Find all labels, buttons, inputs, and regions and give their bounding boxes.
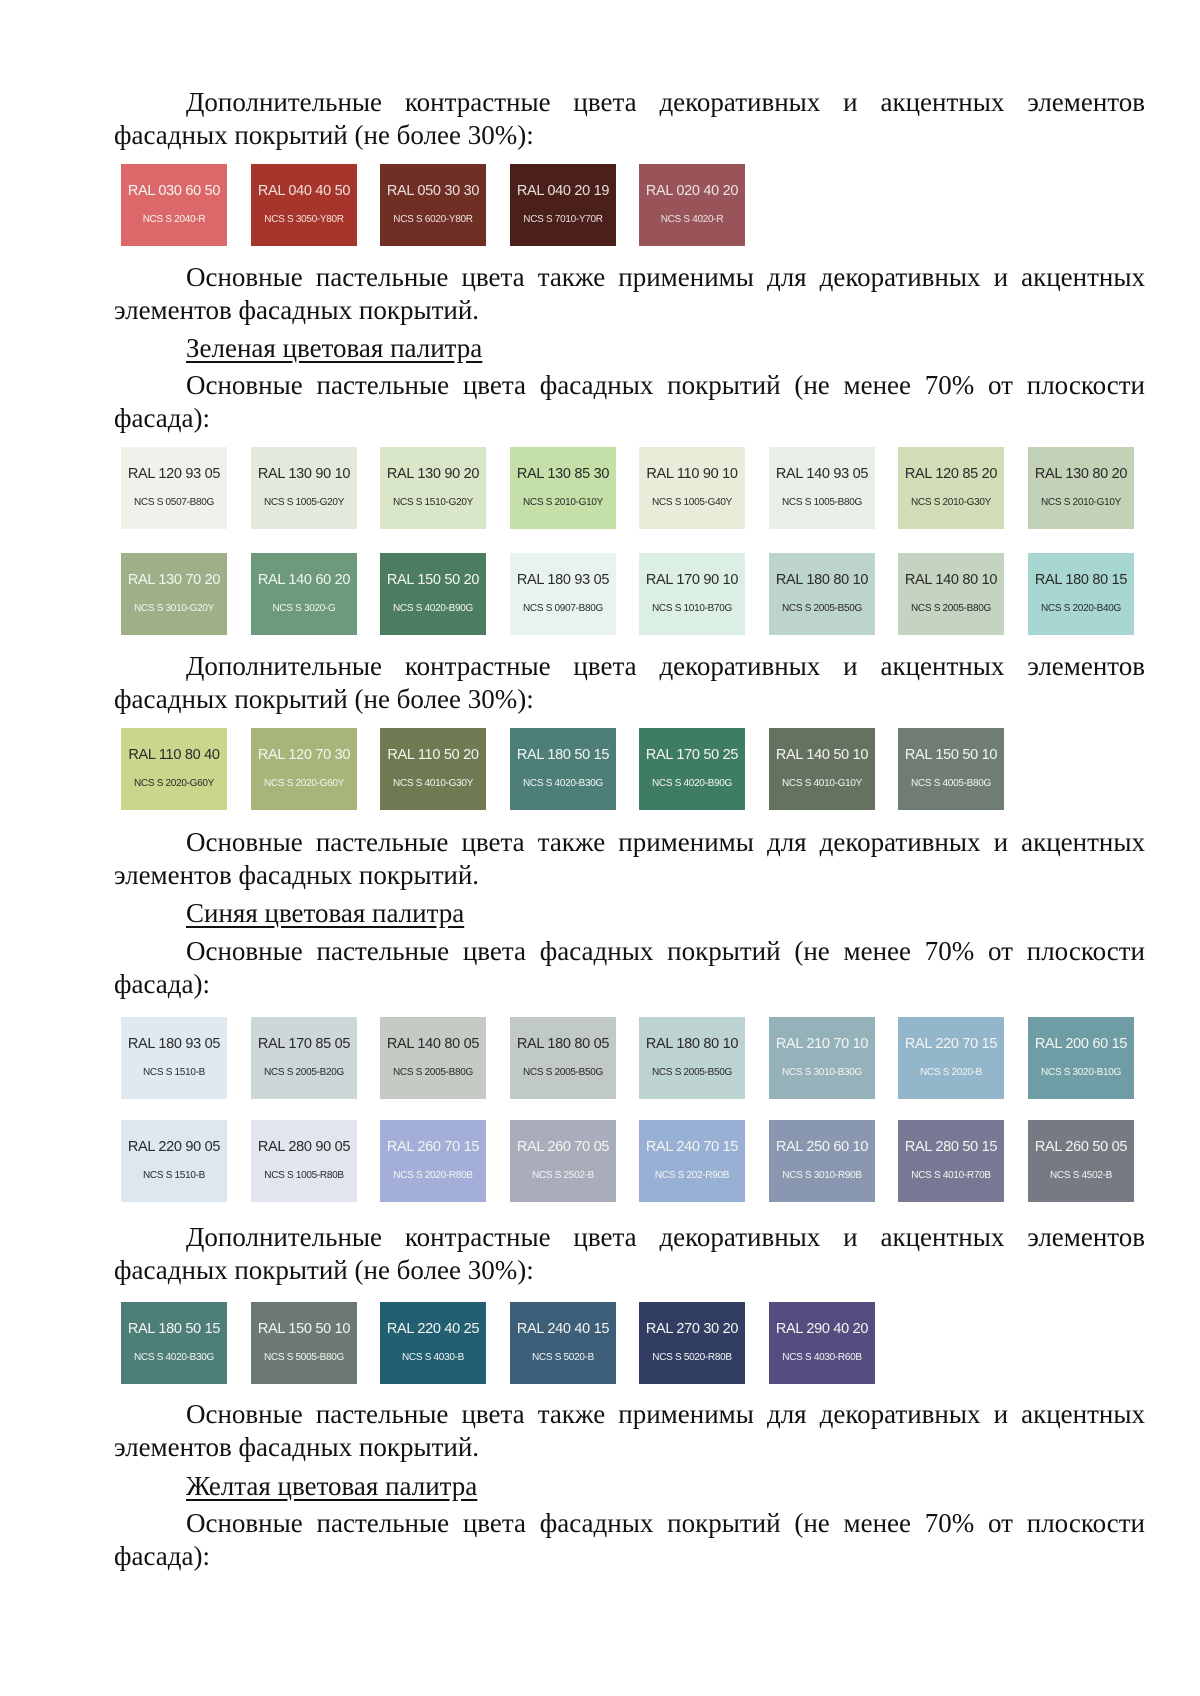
color-swatch <box>639 553 745 635</box>
swatch-ncs-code: NCS S 5020-B <box>532 1352 594 1363</box>
swatch-ncs-code: NCS S 2010-G10Y <box>523 497 603 508</box>
swatch-ral-code: RAL 140 80 10 <box>904 572 998 588</box>
swatch-ral-code: RAL 180 93 05 <box>516 572 610 588</box>
color-swatch <box>769 553 875 635</box>
color-swatch <box>1028 553 1134 635</box>
swatch-ncs-code: NCS S 4030-B <box>402 1352 464 1363</box>
swatch-ncs-code: NCS S 3050-Y80R <box>264 214 344 225</box>
swatch-ncs-code: NCS S 2020-G60Y <box>264 778 344 789</box>
swatch-ral-code: RAL 130 90 20 <box>386 466 480 482</box>
color-swatch <box>380 447 486 529</box>
swatch-ral-code: RAL 120 70 30 <box>257 747 351 763</box>
swatch-ral-code: RAL 020 40 20 <box>645 183 739 199</box>
color-swatch <box>380 1302 486 1384</box>
swatch-ral-code: RAL 240 40 15 <box>516 1321 610 1337</box>
swatch-ral-code: RAL 180 80 15 <box>1034 572 1128 588</box>
color-swatch <box>510 164 616 246</box>
swatch-ncs-code: NCS S 2005-B80G <box>911 603 991 614</box>
swatch-ncs-code: NCS S 1005-R80B <box>264 1170 344 1181</box>
color-swatch <box>510 1017 616 1099</box>
swatch-ncs-code: NCS S 3010-G20Y <box>134 603 214 614</box>
heading-yellow-palette: Желтая цветовая палитра <box>186 1471 478 1501</box>
paragraph-red-pastel-note: Основные пастельные цвета также применимы для декоративных и акцентных элементов фасадных покрытий. <box>114 262 1145 325</box>
swatch-ncs-code: NCS S 0507-B80G <box>134 497 214 508</box>
swatch-ncs-code: NCS S 4020-B90G <box>652 778 732 789</box>
swatch-ncs-code: NCS S 1005-G20Y <box>264 497 344 508</box>
swatch-ral-code: RAL 040 40 50 <box>257 183 351 199</box>
color-swatch <box>121 164 227 246</box>
swatch-ral-code: RAL 030 60 50 <box>127 183 221 199</box>
swatch-ncs-code: NCS S 2005-B50G <box>782 603 862 614</box>
swatch-ral-code: RAL 120 85 20 <box>904 466 998 482</box>
swatch-ncs-code: NCS S 4030-R60B <box>782 1352 862 1363</box>
swatch-ral-code: RAL 130 85 30 <box>516 466 610 482</box>
swatch-ncs-code: NCS S 6020-Y80R <box>393 214 473 225</box>
color-swatch <box>898 1120 1004 1202</box>
swatch-ral-code: RAL 180 80 10 <box>775 572 869 588</box>
color-swatch <box>510 553 616 635</box>
color-swatch <box>639 164 745 246</box>
swatch-ral-code: RAL 260 70 05 <box>516 1139 610 1155</box>
color-swatch <box>121 553 227 635</box>
swatch-ncs-code: NCS S 2005-B80G <box>393 1067 473 1078</box>
swatch-ral-code: RAL 210 70 10 <box>775 1036 869 1052</box>
color-swatch <box>251 447 357 529</box>
swatch-ral-code: RAL 180 80 10 <box>645 1036 739 1052</box>
swatch-ncs-code: NCS S 4502-B <box>1050 1170 1112 1181</box>
heading-blue-palette: Синяя цветовая палитра <box>186 898 465 928</box>
color-swatch <box>380 728 486 810</box>
color-swatch <box>251 164 357 246</box>
color-swatch <box>121 1120 227 1202</box>
color-swatch <box>639 1302 745 1384</box>
swatch-ral-code: RAL 130 80 20 <box>1034 466 1128 482</box>
color-swatch <box>898 1017 1004 1099</box>
swatch-ral-code: RAL 180 50 15 <box>127 1321 221 1337</box>
color-swatch <box>1028 1120 1134 1202</box>
color-swatch <box>1028 1017 1134 1099</box>
swatch-ral-code: RAL 180 50 15 <box>516 747 610 763</box>
swatch-ncs-code: NCS S 1510-G20Y <box>393 497 473 508</box>
swatch-ral-code: RAL 130 70 20 <box>127 572 221 588</box>
swatch-ral-code: RAL 220 40 25 <box>386 1321 480 1337</box>
swatch-ncs-code: NCS S 2005-B50G <box>523 1067 603 1078</box>
swatch-ral-code: RAL 120 93 05 <box>127 466 221 482</box>
color-swatch <box>510 1120 616 1202</box>
color-swatch <box>121 447 227 529</box>
swatch-ncs-code: NCS S 5005-B80G <box>264 1352 344 1363</box>
swatch-ral-code: RAL 220 90 05 <box>127 1139 221 1155</box>
swatch-ncs-code: NCS S 2005-B50G <box>652 1067 732 1078</box>
color-swatch <box>639 447 745 529</box>
swatch-ral-code: RAL 170 90 10 <box>645 572 739 588</box>
swatch-ral-code: RAL 150 50 20 <box>386 572 480 588</box>
swatch-ral-code: RAL 220 70 15 <box>904 1036 998 1052</box>
swatch-ncs-code: NCS S 2010-G30Y <box>911 497 991 508</box>
swatch-ncs-code: NCS S 2020-B40G <box>1041 603 1121 614</box>
color-swatch <box>380 1017 486 1099</box>
color-swatch <box>769 1017 875 1099</box>
paragraph-green-accent-intro: Дополнительные контрастные цвета декоративных и акцентных элементов фасадных покрытий (не более 30%): <box>114 651 1145 714</box>
swatch-ral-code: RAL 240 70 15 <box>645 1139 739 1155</box>
swatch-ral-code: RAL 170 85 05 <box>257 1036 351 1052</box>
swatch-ral-code: RAL 270 30 20 <box>645 1321 739 1337</box>
color-swatch <box>769 1302 875 1384</box>
swatch-ncs-code: NCS S 4020-B90G <box>393 603 473 614</box>
swatch-ncs-code: NCS S 2005-B20G <box>264 1067 344 1078</box>
swatch-ncs-code: NCS S 1005-G40Y <box>652 497 732 508</box>
swatch-ncs-code: NCS S 3020-B10G <box>1041 1067 1121 1078</box>
swatch-ncs-code: NCS S 2502-B <box>532 1170 594 1181</box>
color-swatch <box>510 447 616 529</box>
swatch-ral-code: RAL 260 70 15 <box>386 1139 480 1155</box>
color-swatch <box>1028 447 1134 529</box>
color-swatch <box>898 447 1004 529</box>
swatch-ncs-code: NCS S 4010-G30Y <box>393 778 473 789</box>
swatch-ral-code: RAL 260 50 05 <box>1034 1139 1128 1155</box>
color-swatch <box>251 553 357 635</box>
color-swatch <box>639 1120 745 1202</box>
swatch-ncs-code: NCS S 2010-G10Y <box>1041 497 1121 508</box>
color-swatch <box>251 1017 357 1099</box>
swatch-ncs-code: NCS S 4020-B30G <box>134 1352 214 1363</box>
paragraph-blue-main-intro: Основные пастельные цвета фасадных покрытий (не менее 70% от плоскости фасада): <box>114 936 1145 999</box>
color-swatch <box>510 728 616 810</box>
color-swatch <box>251 728 357 810</box>
swatch-ral-code: RAL 150 50 10 <box>257 1321 351 1337</box>
swatch-ncs-code: NCS S 5020-R80B <box>652 1352 732 1363</box>
color-swatch <box>380 1120 486 1202</box>
swatch-ral-code: RAL 170 50 25 <box>645 747 739 763</box>
paragraph-blue-accent-intro: Дополнительные контрастные цвета декоративных и акцентных элементов фасадных покрытий (не более 30%): <box>114 1222 1145 1285</box>
swatch-ncs-code: NCS S 7010-Y70R <box>523 214 603 225</box>
swatch-ncs-code: NCS S 0907-B80G <box>523 603 603 614</box>
swatch-ral-code: RAL 180 93 05 <box>127 1036 221 1052</box>
swatch-ncs-code: NCS S 2020-R80B <box>393 1170 473 1181</box>
paragraph-red-accent-intro: Дополнительные контрастные цвета декоративных и акцентных элементов фасадных покрытий (не более 30%): <box>114 87 1145 150</box>
swatch-ncs-code: NCS S 4010-G10Y <box>782 778 862 789</box>
swatch-ral-code: RAL 110 80 40 <box>128 747 220 763</box>
paragraph-green-main-intro: Основные пастельные цвета фасадных покрытий (не менее 70% от плоскости фасада): <box>114 370 1145 433</box>
swatch-ral-code: RAL 250 60 10 <box>775 1139 869 1155</box>
swatch-ral-code: RAL 110 50 20 <box>387 747 479 763</box>
swatch-ncs-code: NCS S 2040-R <box>142 214 206 225</box>
swatch-ncs-code: NCS S 4020-R <box>660 214 724 225</box>
color-swatch <box>769 1120 875 1202</box>
color-swatch <box>121 728 227 810</box>
swatch-ral-code: RAL 140 50 10 <box>775 747 869 763</box>
paragraph-green-pastel-note: Основные пастельные цвета также применимы для декоративных и акцентных элементов фасадных покрытий. <box>114 827 1145 890</box>
swatch-ncs-code: NCS S 2020-G60Y <box>134 778 214 789</box>
swatch-ral-code: RAL 130 90 10 <box>257 466 351 482</box>
swatch-ncs-code: NCS S 4005-B80G <box>911 778 991 789</box>
swatch-ral-code: RAL 180 80 05 <box>516 1036 610 1052</box>
color-swatch <box>898 553 1004 635</box>
color-swatch <box>510 1302 616 1384</box>
color-swatch <box>380 164 486 246</box>
color-swatch <box>251 1120 357 1202</box>
swatch-ncs-code: NCS S 1510-B <box>143 1170 205 1181</box>
swatch-ral-code: RAL 200 60 15 <box>1034 1036 1128 1052</box>
swatch-ral-code: RAL 280 90 05 <box>257 1139 351 1155</box>
color-swatch <box>121 1302 227 1384</box>
swatch-ncs-code: NCS S 2020-B <box>920 1067 982 1078</box>
color-swatch <box>121 1017 227 1099</box>
swatch-ncs-code: NCS S 1510-B <box>143 1067 205 1078</box>
color-swatch <box>769 447 875 529</box>
paragraph-blue-pastel-note: Основные пастельные цвета также применимы для декоративных и акцентных элементов фасадных покрытий. <box>114 1399 1145 1462</box>
paragraph-yellow-main-intro: Основные пастельные цвета фасадных покрытий (не менее 70% от плоскости фасада): <box>114 1508 1145 1571</box>
color-swatch <box>639 1017 745 1099</box>
heading-green-palette: Зеленая цветовая палитра <box>186 333 483 363</box>
swatch-ral-code: RAL 110 90 10 <box>646 466 738 482</box>
color-swatch <box>769 728 875 810</box>
swatch-ral-code: RAL 140 80 05 <box>386 1036 480 1052</box>
swatch-ral-code: RAL 290 40 20 <box>775 1321 869 1337</box>
swatch-ncs-code: NCS S 3010-R90B <box>782 1170 862 1181</box>
swatch-ncs-code: NCS S 4010-R70B <box>911 1170 991 1181</box>
swatch-ncs-code: NCS S 3020-G <box>272 603 336 614</box>
color-swatch <box>639 728 745 810</box>
swatch-ncs-code: NCS S 202-R90B <box>654 1170 730 1181</box>
swatch-ral-code: RAL 140 60 20 <box>257 572 351 588</box>
swatch-ral-code: RAL 140 93 05 <box>775 466 869 482</box>
swatch-ncs-code: NCS S 1005-B80G <box>782 497 862 508</box>
swatch-ral-code: RAL 280 50 15 <box>904 1139 998 1155</box>
swatch-ncs-code: NCS S 4020-B30G <box>523 778 603 789</box>
swatch-ral-code: RAL 050 30 30 <box>386 183 480 199</box>
swatch-ral-code: RAL 150 50 10 <box>904 747 998 763</box>
swatch-ral-code: RAL 040 20 19 <box>516 183 610 199</box>
color-swatch <box>898 728 1004 810</box>
color-swatch <box>380 553 486 635</box>
swatch-ncs-code: NCS S 3010-B30G <box>782 1067 862 1078</box>
swatch-ncs-code: NCS S 1010-B70G <box>652 603 732 614</box>
color-swatch <box>251 1302 357 1384</box>
